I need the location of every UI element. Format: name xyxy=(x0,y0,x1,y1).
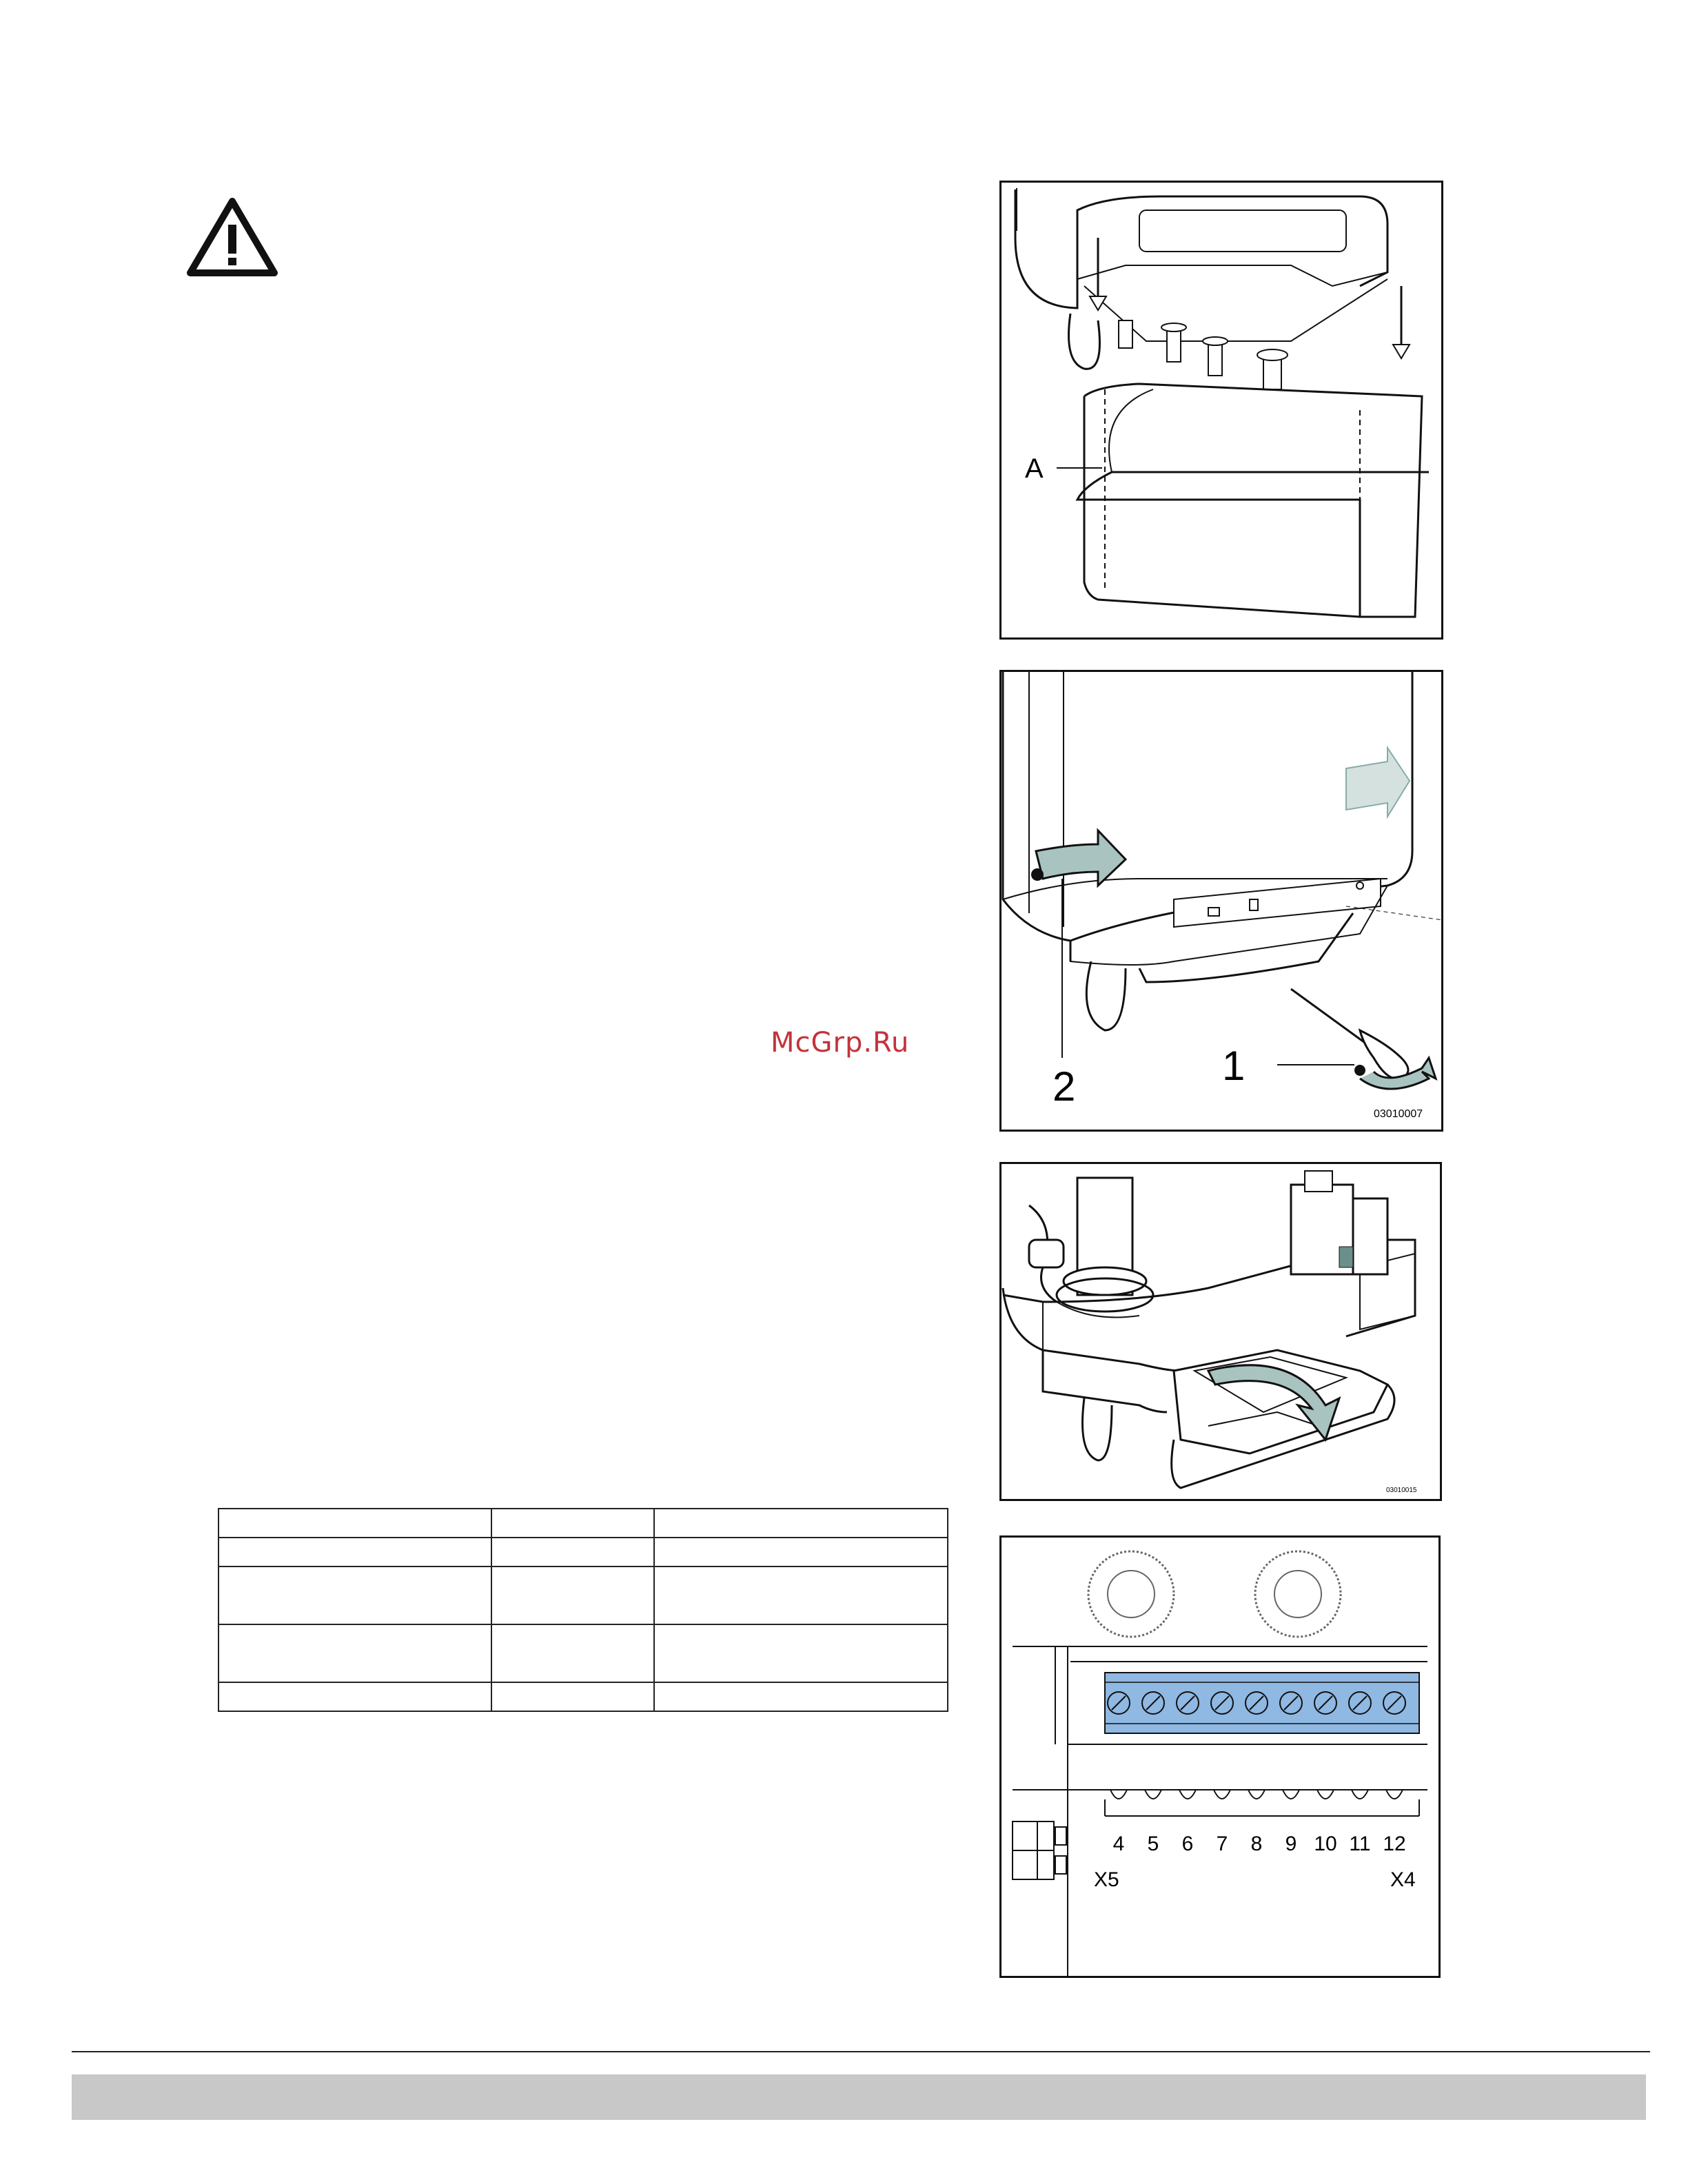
footer-divider xyxy=(72,2051,1650,2052)
table-cell xyxy=(218,1538,491,1566)
figure-code: 03010007 xyxy=(1374,1108,1423,1120)
terminal-number: 12 xyxy=(1383,1833,1406,1855)
table-cell xyxy=(218,1682,491,1711)
table-cell xyxy=(218,1624,491,1682)
terminal-pin xyxy=(1110,1790,1127,1799)
figure-open-control-box xyxy=(999,1162,1442,1501)
label-1: 1 xyxy=(1222,1043,1245,1089)
terminal-pin xyxy=(1145,1790,1161,1799)
terminal-number: 7 xyxy=(1216,1833,1228,1855)
table-cell xyxy=(654,1566,948,1624)
terminal-pin xyxy=(1352,1790,1368,1799)
table-cell xyxy=(491,1538,654,1566)
table-row xyxy=(218,1566,948,1624)
table-row xyxy=(218,1538,948,1566)
table-cell xyxy=(654,1682,948,1711)
label-x5: X5 xyxy=(1094,1868,1119,1891)
terminal-number: 9 xyxy=(1285,1833,1297,1855)
terminal-pin xyxy=(1317,1790,1334,1799)
terminal-pin xyxy=(1386,1790,1403,1799)
terminal-number: 10 xyxy=(1314,1833,1337,1855)
figure-terminal-block xyxy=(999,1535,1441,1978)
label-a: A xyxy=(1025,453,1044,484)
terminal-number: 4 xyxy=(1112,1833,1125,1855)
terminal-pin xyxy=(1283,1790,1299,1799)
terminal-number: 11 xyxy=(1349,1833,1371,1855)
label-x4: X4 xyxy=(1390,1868,1416,1891)
label-2: 2 xyxy=(1053,1063,1076,1110)
table-row xyxy=(218,1624,948,1682)
watermark: McGrp.Ru xyxy=(771,1027,910,1059)
table-cell xyxy=(218,1566,491,1624)
table-cell xyxy=(654,1624,948,1682)
table-cell xyxy=(654,1538,948,1566)
table-cell xyxy=(491,1624,654,1682)
table-row xyxy=(218,1509,948,1538)
footer-bar xyxy=(72,2074,1646,2120)
figure-cover-mounting xyxy=(999,181,1443,640)
terminal-number: 5 xyxy=(1147,1833,1159,1855)
figure-remove-panel xyxy=(999,670,1443,1132)
terminal-pin xyxy=(1248,1790,1265,1799)
spec-table xyxy=(218,1508,948,1712)
table-cell xyxy=(218,1509,491,1538)
table-cell xyxy=(654,1509,948,1538)
terminal-pin xyxy=(1214,1790,1230,1799)
figure-code: 03010015 xyxy=(1386,1487,1417,1494)
table-cell xyxy=(491,1682,654,1711)
warning-triangle-icon xyxy=(186,197,278,280)
terminal-pin xyxy=(1179,1790,1196,1799)
terminal-number: 6 xyxy=(1181,1833,1194,1855)
terminal-number: 8 xyxy=(1250,1833,1263,1855)
table-cell xyxy=(491,1509,654,1538)
table-row xyxy=(218,1682,948,1711)
table-cell xyxy=(491,1566,654,1624)
